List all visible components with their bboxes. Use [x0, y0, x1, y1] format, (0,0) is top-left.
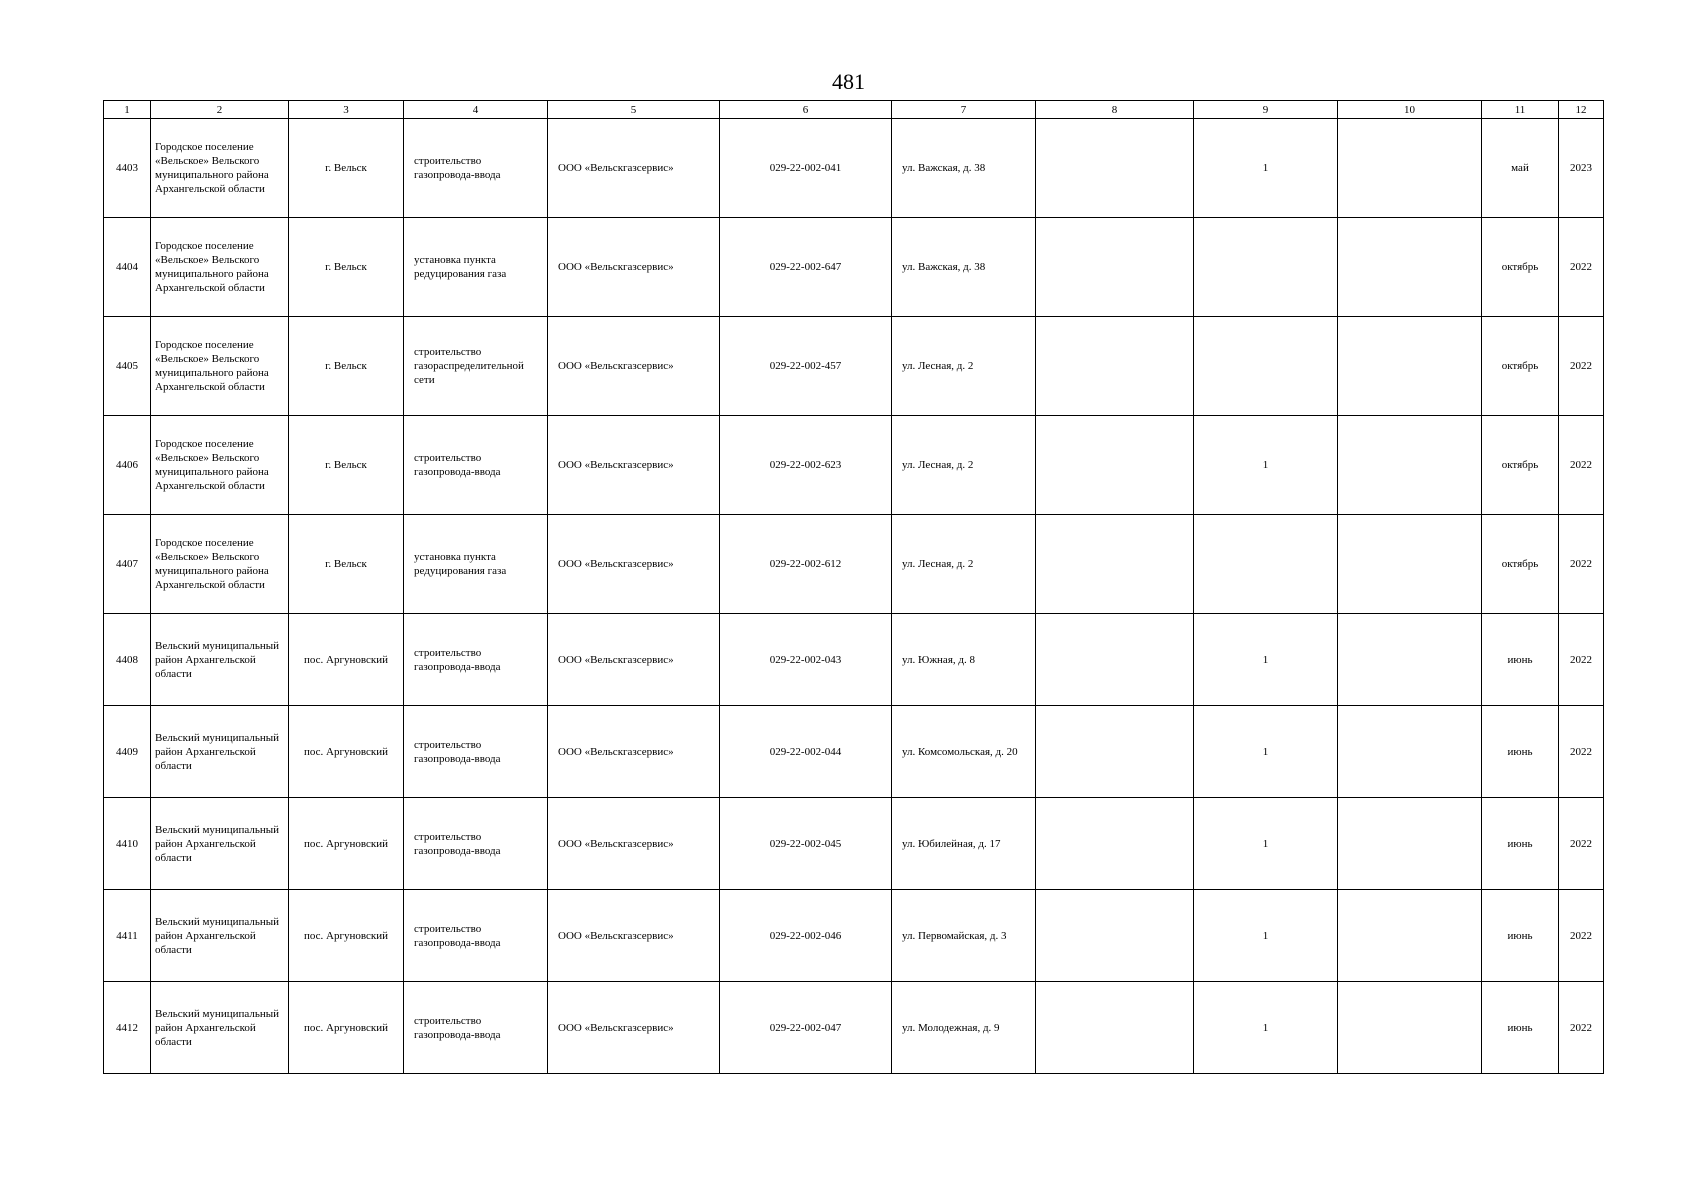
organization-cell: ООО «Вельскгазсервис»: [548, 890, 720, 982]
column-8-cell: [1036, 706, 1194, 798]
table-row: [104, 982, 1604, 1074]
work-type-cell: строительство газопровода-ввода: [404, 706, 548, 798]
column-8-cell: [1036, 982, 1194, 1074]
row-number: 4406: [104, 416, 151, 515]
year-cell: 2022: [1559, 218, 1604, 317]
column-9-cell: [1194, 317, 1338, 416]
municipality-cell: Вельский муниципальный район Архангельской области: [151, 614, 289, 706]
address-cell: ул. Важская, д. 38: [892, 119, 1036, 218]
address-cell: ул. Юбилейная, д. 17: [892, 798, 1036, 890]
code-cell: 029-22-002-044: [720, 706, 892, 798]
year-cell: 2022: [1559, 416, 1604, 515]
address-cell: ул. Лесная, д. 2: [892, 416, 1036, 515]
table-row: [104, 317, 1604, 416]
column-header: 10: [1338, 101, 1482, 119]
code-cell: 029-22-002-612: [720, 515, 892, 614]
organization-cell: ООО «Вельскгазсервис»: [548, 515, 720, 614]
month-cell: октябрь: [1482, 317, 1559, 416]
code-cell: 029-22-002-647: [720, 218, 892, 317]
month-cell: май: [1482, 119, 1559, 218]
year-cell: 2022: [1559, 982, 1604, 1074]
work-type-cell: строительство газопровода-ввода: [404, 890, 548, 982]
municipality-cell: Городское поселение «Вельское» Вельского муниципального района Архангельской области: [151, 218, 289, 317]
year-cell: 2023: [1559, 119, 1604, 218]
column-header: 1: [104, 101, 151, 119]
locality-cell: г. Вельск: [289, 218, 404, 317]
address-cell: ул. Южная, д. 8: [892, 614, 1036, 706]
table-row: [104, 119, 1604, 218]
column-header: 2: [151, 101, 289, 119]
column-header: 11: [1482, 101, 1559, 119]
organization-cell: ООО «Вельскгазсервис»: [548, 614, 720, 706]
address-cell: ул. Комсомольская, д. 20: [892, 706, 1036, 798]
row-number: 4411: [104, 890, 151, 982]
data-table: [103, 100, 1604, 1074]
table-row: [104, 218, 1604, 317]
row-number: 4403: [104, 119, 151, 218]
column-header: 8: [1036, 101, 1194, 119]
column-10-cell: [1338, 317, 1482, 416]
address-cell: ул. Важская, д. 38: [892, 218, 1036, 317]
row-number: 4407: [104, 515, 151, 614]
column-10-cell: [1338, 706, 1482, 798]
column-9-cell: 1: [1194, 614, 1338, 706]
organization-cell: ООО «Вельскгазсервис»: [548, 119, 720, 218]
work-type-cell: строительство газопровода-ввода: [404, 798, 548, 890]
year-cell: 2022: [1559, 317, 1604, 416]
column-8-cell: [1036, 614, 1194, 706]
column-8-cell: [1036, 515, 1194, 614]
work-type-cell: установка пункта редуцирования газа: [404, 515, 548, 614]
work-type-cell: строительство газопровода-ввода: [404, 416, 548, 515]
code-cell: 029-22-002-457: [720, 317, 892, 416]
column-10-cell: [1338, 515, 1482, 614]
code-cell: 029-22-002-045: [720, 798, 892, 890]
column-header: 4: [404, 101, 548, 119]
month-cell: июнь: [1482, 614, 1559, 706]
locality-cell: г. Вельск: [289, 317, 404, 416]
column-10-cell: [1338, 119, 1482, 218]
code-cell: 029-22-002-623: [720, 416, 892, 515]
column-10-cell: [1338, 416, 1482, 515]
table-row: [104, 798, 1604, 890]
organization-cell: ООО «Вельскгазсервис»: [548, 706, 720, 798]
column-header: 6: [720, 101, 892, 119]
municipality-cell: Городское поселение «Вельское» Вельского муниципального района Архангельской области: [151, 515, 289, 614]
year-cell: 2022: [1559, 614, 1604, 706]
column-10-cell: [1338, 982, 1482, 1074]
column-10-cell: [1338, 890, 1482, 982]
column-9-cell: [1194, 515, 1338, 614]
organization-cell: ООО «Вельскгазсервис»: [548, 218, 720, 317]
work-type-cell: строительство газораспределительной сети: [404, 317, 548, 416]
column-header: 9: [1194, 101, 1338, 119]
organization-cell: ООО «Вельскгазсервис»: [548, 798, 720, 890]
year-cell: 2022: [1559, 798, 1604, 890]
row-number: 4412: [104, 982, 151, 1074]
organization-cell: ООО «Вельскгазсервис»: [548, 982, 720, 1074]
address-cell: ул. Молодежная, д. 9: [892, 982, 1036, 1074]
column-9-cell: [1194, 218, 1338, 317]
code-cell: 029-22-002-043: [720, 614, 892, 706]
address-cell: ул. Лесная, д. 2: [892, 515, 1036, 614]
work-type-cell: строительство газопровода-ввода: [404, 119, 548, 218]
work-type-cell: установка пункта редуцирования газа: [404, 218, 548, 317]
column-9-cell: 1: [1194, 890, 1338, 982]
column-9-cell: 1: [1194, 416, 1338, 515]
municipality-cell: Городское поселение «Вельское» Вельского муниципального района Архангельской области: [151, 416, 289, 515]
column-9-cell: 1: [1194, 706, 1338, 798]
code-cell: 029-22-002-041: [720, 119, 892, 218]
row-number: 4404: [104, 218, 151, 317]
month-cell: июнь: [1482, 798, 1559, 890]
column-header: 3: [289, 101, 404, 119]
month-cell: октябрь: [1482, 218, 1559, 317]
municipality-cell: Городское поселение «Вельское» Вельского муниципального района Архангельской области: [151, 317, 289, 416]
locality-cell: г. Вельск: [289, 119, 404, 218]
column-8-cell: [1036, 416, 1194, 515]
municipality-cell: Вельский муниципальный район Архангельской области: [151, 982, 289, 1074]
year-cell: 2022: [1559, 706, 1604, 798]
municipality-cell: Вельский муниципальный район Архангельской области: [151, 706, 289, 798]
column-number-row: [104, 101, 1604, 119]
municipality-cell: Вельский муниципальный район Архангельской области: [151, 798, 289, 890]
row-number: 4405: [104, 317, 151, 416]
column-8-cell: [1036, 317, 1194, 416]
page-number: 481: [832, 69, 865, 94]
locality-cell: г. Вельск: [289, 416, 404, 515]
month-cell: июнь: [1482, 706, 1559, 798]
column-8-cell: [1036, 119, 1194, 218]
table-row: [104, 706, 1604, 798]
organization-cell: ООО «Вельскгазсервис»: [548, 416, 720, 515]
column-8-cell: [1036, 890, 1194, 982]
column-10-cell: [1338, 798, 1482, 890]
locality-cell: пос. Аргуновский: [289, 890, 404, 982]
municipality-cell: Городское поселение «Вельское» Вельского муниципального района Архангельской области: [151, 119, 289, 218]
address-cell: ул. Лесная, д. 2: [892, 317, 1036, 416]
table-row: [104, 515, 1604, 614]
municipality-cell: Вельский муниципальный район Архангельской области: [151, 890, 289, 982]
column-8-cell: [1036, 218, 1194, 317]
row-number: 4409: [104, 706, 151, 798]
table-row: [104, 416, 1604, 515]
work-type-cell: строительство газопровода-ввода: [404, 614, 548, 706]
column-10-cell: [1338, 614, 1482, 706]
locality-cell: пос. Аргуновский: [289, 798, 404, 890]
column-10-cell: [1338, 218, 1482, 317]
row-number: 4408: [104, 614, 151, 706]
month-cell: октябрь: [1482, 416, 1559, 515]
column-header: 12: [1559, 101, 1604, 119]
column-9-cell: 1: [1194, 798, 1338, 890]
organization-cell: ООО «Вельскгазсервис»: [548, 317, 720, 416]
table-row: [104, 890, 1604, 982]
work-type-cell: строительство газопровода-ввода: [404, 982, 548, 1074]
locality-cell: пос. Аргуновский: [289, 982, 404, 1074]
code-cell: 029-22-002-046: [720, 890, 892, 982]
row-number: 4410: [104, 798, 151, 890]
table-row: [104, 614, 1604, 706]
column-9-cell: 1: [1194, 982, 1338, 1074]
locality-cell: пос. Аргуновский: [289, 614, 404, 706]
locality-cell: пос. Аргуновский: [289, 706, 404, 798]
column-header: 5: [548, 101, 720, 119]
column-8-cell: [1036, 798, 1194, 890]
month-cell: июнь: [1482, 890, 1559, 982]
year-cell: 2022: [1559, 890, 1604, 982]
month-cell: июнь: [1482, 982, 1559, 1074]
column-header: 7: [892, 101, 1036, 119]
month-cell: октябрь: [1482, 515, 1559, 614]
code-cell: 029-22-002-047: [720, 982, 892, 1074]
address-cell: ул. Первомайская, д. 3: [892, 890, 1036, 982]
year-cell: 2022: [1559, 515, 1604, 614]
locality-cell: г. Вельск: [289, 515, 404, 614]
column-9-cell: 1: [1194, 119, 1338, 218]
